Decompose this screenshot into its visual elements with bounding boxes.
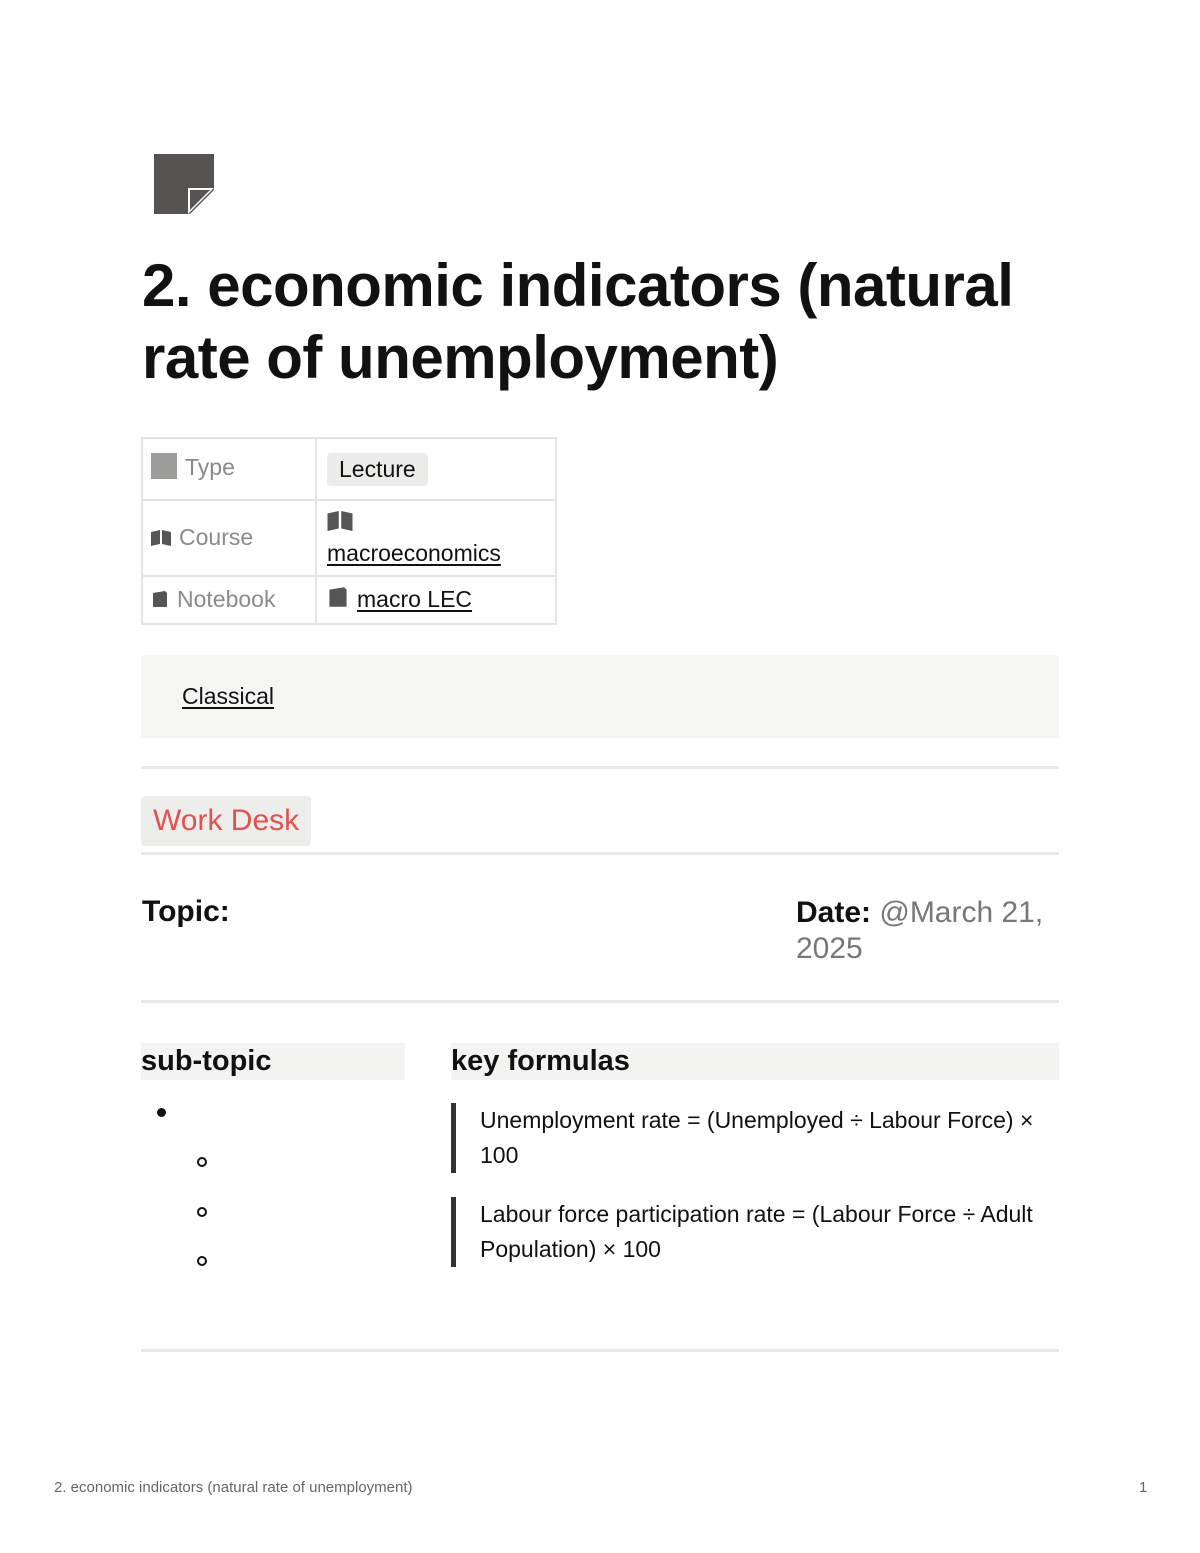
select-property-icon — [151, 453, 177, 485]
page-title: 2. economic indicators (natural rate of unemployment) — [142, 252, 1014, 391]
divider — [141, 1000, 1059, 1003]
divider — [141, 766, 1059, 769]
divider — [141, 852, 1059, 855]
key-formulas-heading: key formulas — [451, 1043, 1059, 1080]
property-key-notebook: Notebook — [177, 585, 276, 612]
sub-bullet-item[interactable] — [197, 1157, 207, 1167]
formula-quote: Unemployment rate = (Unemployed ÷ Labour Force) × 100 — [451, 1103, 1070, 1173]
footer-title: 2. economic indicators (natural rate of unemployment) — [54, 1479, 413, 1496]
properties-table — [141, 437, 557, 625]
notebook-link[interactable]: macro LEC — [357, 585, 473, 612]
course-link[interactable]: macroeconomics — [327, 540, 501, 566]
divider — [141, 1349, 1059, 1352]
topic-label: Topic: — [142, 895, 230, 928]
property-row-notebook — [142, 576, 556, 624]
sub-bullet-item[interactable] — [197, 1207, 207, 1217]
open-book-icon — [327, 510, 353, 536]
formula-quote: Labour force participation rate = (Labour Force ÷ Adult Population) × 100 — [451, 1197, 1070, 1267]
sub-bullet-item[interactable] — [197, 1256, 207, 1266]
date-label: Date: — [796, 896, 872, 929]
sub-topic-heading: sub-topic — [141, 1043, 405, 1080]
date-field — [796, 895, 1056, 967]
work-desk-label: Work Desk — [141, 796, 311, 846]
notebook-icon — [327, 586, 349, 614]
notebook-icon — [151, 587, 169, 614]
classical-link[interactable]: Classical — [182, 683, 275, 709]
property-row-course — [142, 500, 556, 576]
page-number: 1 — [1139, 1479, 1148, 1496]
open-book-icon — [151, 525, 171, 552]
date-mention[interactable]: @March 21, 2025 — [796, 896, 1044, 965]
bullet-item[interactable] — [157, 1108, 166, 1117]
property-row-type — [142, 438, 556, 500]
property-key-course: Course — [179, 523, 254, 550]
property-key-type: Type — [185, 454, 235, 481]
callout-block — [141, 655, 1059, 738]
type-tag[interactable]: Lecture — [327, 453, 428, 486]
sticky-note-icon — [152, 152, 216, 216]
